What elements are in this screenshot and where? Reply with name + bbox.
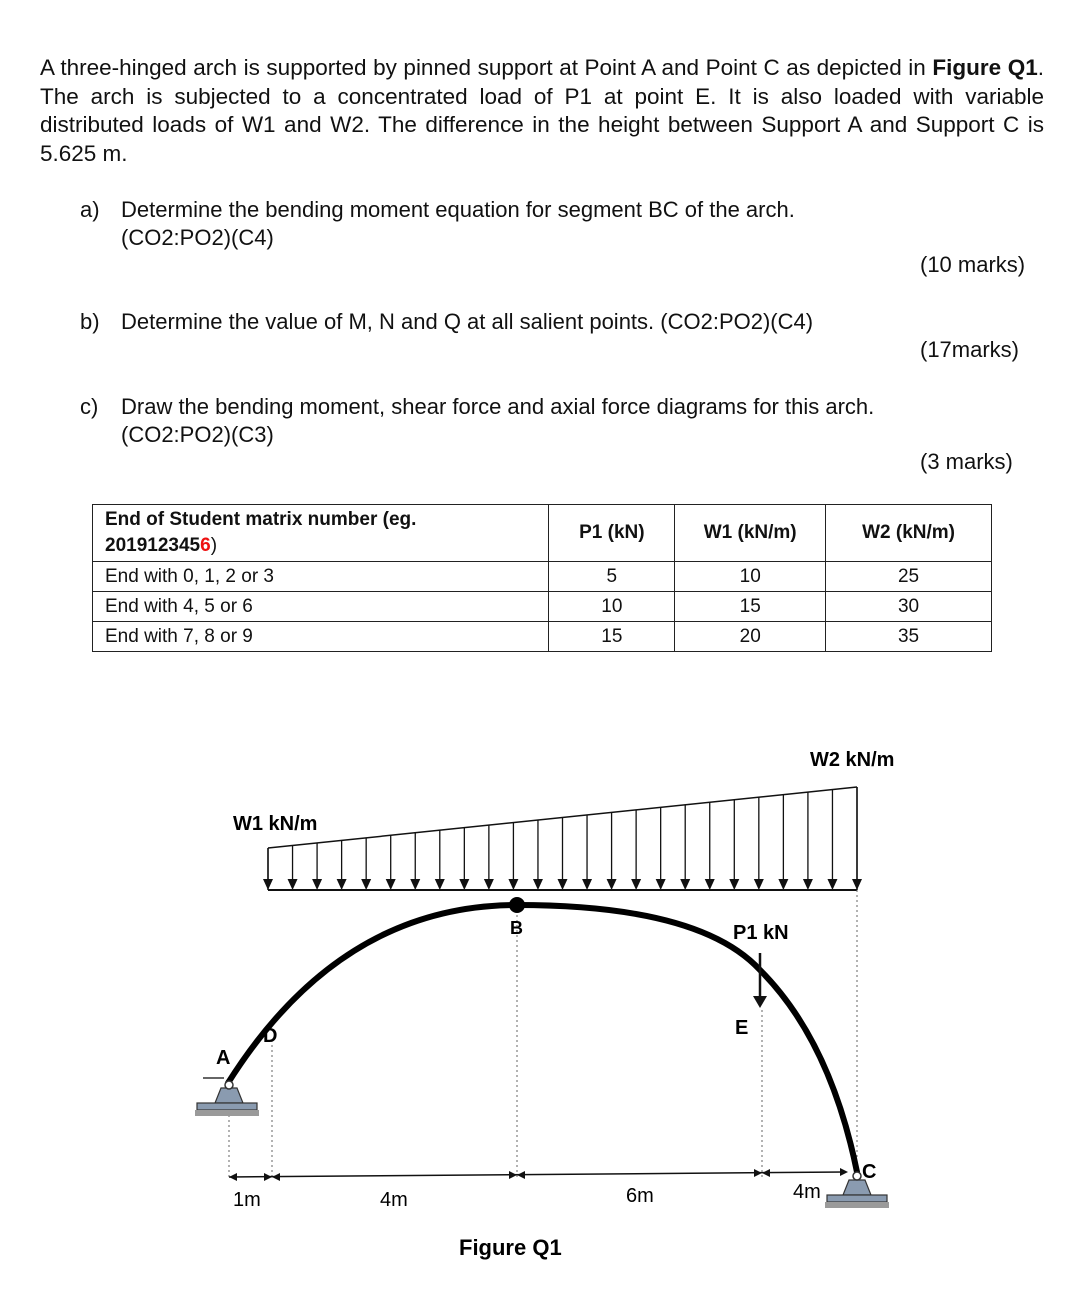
load-arrow-head (337, 879, 347, 890)
load-arrow-head (459, 879, 469, 890)
load-arrow-head (778, 879, 788, 890)
support-a-pin (225, 1081, 233, 1089)
point-e-label: E (735, 1017, 749, 1039)
point-d-label: D (263, 1025, 278, 1047)
support-c-pin (853, 1172, 861, 1180)
cell-w2: 25 (826, 562, 992, 592)
dim-label-4m-right: 4m (793, 1181, 821, 1203)
load-arrow-head (803, 879, 813, 890)
load-arrow-head (705, 879, 715, 890)
support-a-pedestal (215, 1088, 243, 1103)
question-c-text: Draw the bending moment, shear force and axial force diagrams for this arch. (121, 394, 875, 419)
point-b-label: B (510, 918, 523, 938)
dim-arrow (754, 1169, 762, 1177)
row-label: End with 0, 1, 2 or 3 (93, 562, 549, 592)
load-arrow-head (533, 879, 543, 890)
load-arrow-head (656, 879, 666, 890)
load-arrow-head (852, 879, 862, 890)
row-label: End with 7, 8 or 9 (93, 622, 549, 652)
load-arrow-head (582, 879, 592, 890)
intro-part2: . The arch is subjected to a concentrated load of P1 at point E. It is also loaded with variable distributed loads of W1 and W2. The difference in the height between Support A and Support C is 5.625 m. (40, 55, 1044, 166)
dim-arrow (762, 1169, 770, 1177)
dimension-line (229, 1168, 848, 1181)
question-c-marks: (3 marks) (920, 449, 1013, 474)
load-arrow-head (607, 879, 617, 890)
load-arrow-head (508, 879, 518, 890)
header-w2: W2 (kN/m) (826, 505, 992, 562)
w1-label: W1 kN/m (233, 813, 318, 835)
load-arrow-head (288, 879, 298, 890)
support-c (825, 1172, 889, 1208)
dimension-baseline (229, 1172, 845, 1177)
dim-arrow (229, 1173, 237, 1181)
question-a-text: Determine the bending moment equation for segment BC of the arch. (121, 197, 795, 222)
question-a-code: (CO2:PO2)(C4) (121, 225, 274, 250)
w2-label: W2 kN/m (810, 749, 895, 771)
load-arrow-head (484, 879, 494, 890)
header-w1: W1 (kN/m) (675, 505, 826, 562)
point-c-label: C (862, 1161, 877, 1183)
cell-w1: 10 (675, 562, 826, 592)
load-arrow-head (827, 879, 837, 890)
arch-curve (228, 905, 857, 1172)
support-a-ground (195, 1110, 259, 1116)
load-arrow-head (435, 879, 445, 890)
load-arrow-head (361, 879, 371, 890)
dim-arrow (517, 1171, 525, 1179)
question-a-label: a) (80, 197, 100, 222)
question-b-label: b) (80, 309, 100, 334)
question-b-marks: (17marks) (920, 337, 1020, 362)
question-a-marks: (10 marks) (920, 252, 1026, 277)
dim-arrow (272, 1173, 280, 1181)
distributed-load (263, 787, 862, 890)
load-arrow-head (729, 879, 739, 890)
load-arrow-head (631, 879, 641, 890)
support-a (195, 1078, 259, 1116)
header-matrix-number: End of Student matrix number (eg. 2019123456) (93, 505, 549, 562)
support-c-base (827, 1195, 887, 1202)
intro-part1: A three-hinged arch is supported by pinned support at Point A and Point C as depicted in (40, 55, 933, 80)
dim-arrow (840, 1168, 848, 1176)
question-b-text: Determine the value of M, N and Q at all salient points. (CO2:PO2)(C4) (121, 309, 814, 334)
support-a-base (197, 1103, 257, 1110)
load-arrow-head (263, 879, 273, 890)
cell-w1: 20 (675, 622, 826, 652)
load-arrow-head (312, 879, 322, 890)
load-arrow-head (680, 879, 690, 890)
row-label: End with 4, 5 or 6 (93, 592, 549, 622)
cell-w1: 15 (675, 592, 826, 622)
figure-caption: Figure Q1 (459, 1235, 562, 1260)
load-arrow-head (410, 879, 420, 890)
cell-p1: 10 (549, 592, 675, 622)
dim-arrow (509, 1171, 517, 1179)
load-arrow-head (754, 879, 764, 890)
figure-reference: Figure Q1 (932, 55, 1038, 80)
highlight-digit: 6 (200, 535, 211, 556)
cell-w2: 30 (826, 592, 992, 622)
p1-label: P1 kN (733, 922, 789, 944)
point-a-label: A (216, 1047, 231, 1069)
p1-arrow-head (753, 996, 767, 1008)
load-arrow-head (386, 879, 396, 890)
question-c-label: c) (80, 394, 99, 419)
question-c-code: (CO2:PO2)(C3) (121, 422, 274, 447)
dim-label-4m: 4m (380, 1189, 408, 1211)
cell-p1: 15 (549, 622, 675, 652)
hinge-b (509, 897, 525, 913)
dim-label-6m: 6m (626, 1185, 654, 1207)
dim-label-1m: 1m (233, 1189, 261, 1211)
dim-arrow (264, 1173, 272, 1181)
cell-p1: 5 (549, 562, 675, 592)
load-arrow-head (558, 879, 568, 890)
header-p1: P1 (kN) (549, 505, 675, 562)
support-c-ground (825, 1202, 889, 1208)
cell-w2: 35 (826, 622, 992, 652)
